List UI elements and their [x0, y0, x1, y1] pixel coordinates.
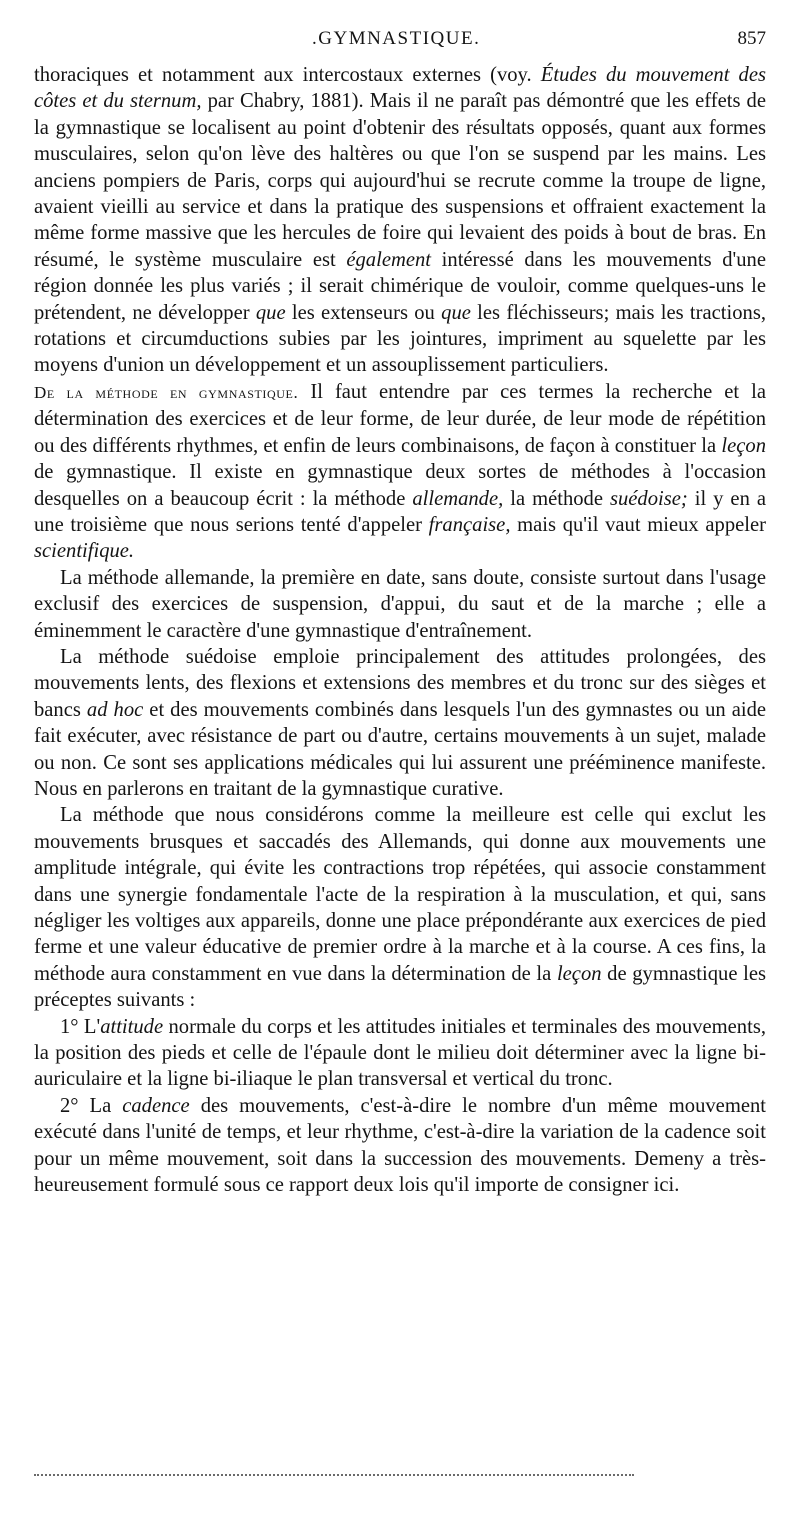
text-run: normale du corps et les attitudes initiales et terminales des mouvements, la position des pieds et celle de l'épaule dont le milieu doit déterminer avec la ligne bi-auriculaire et la ligne bi-iliaque le plan transversal et vertical du tronc.: [34, 1015, 766, 1091]
page-number: 857: [737, 28, 766, 49]
italic-run: leçon: [721, 434, 766, 457]
running-title: .GYMNASTIQUE.: [312, 28, 481, 49]
text-run: La méthode que nous considérons comme la meilleure est celle qui exclut les mouvements brusques et saccadés des Allemands, qui donne aux mouvements une amplitude intégrale, qui évite les contractions trop répétées, qui associe constamment dans une synergie fondamentale l'acte de la respiration à la musculation, et qui, sans négliger les voltiges aux appareils, donne une place prépondérante aux exercices de pied ferme et une valeur éducative de premier ordre à la marche et à la course. A ces fins, la méthode aura constamment en vue dans la détermination de la: [34, 804, 766, 985]
italic-run: leçon: [556, 962, 602, 985]
italic-run: ad hoc: [86, 698, 144, 721]
body-text: [34, 62, 766, 1198]
paragraph-4: [34, 644, 766, 802]
paragraph-1: [34, 62, 766, 379]
italic-run: cadence: [122, 1094, 190, 1117]
paragraph-2: [34, 379, 766, 565]
text-run: mais qu'il vaut mieux appeler: [510, 513, 766, 536]
text-run: il y en a une troisième que nous serions tenté d'appeler: [34, 487, 766, 536]
italic-run: attitude: [100, 1015, 164, 1038]
italic-run: également: [346, 248, 432, 271]
italic-run: allemande,: [412, 487, 504, 510]
section-heading: De la méthode en gymnastique.: [34, 382, 299, 402]
text-run: et des mouvements combinés dans lesquels l'un des gymnastes ou un aide fait exécuter, avec résistance de part ou d'autre, certains mouvements à un sujet, malade ou non. Ce sont ses applications médicales qui lui assurent une prééminence manifeste. Nous en parlerons en traitant de la gymnastique curative.: [34, 698, 767, 800]
text-run: par Chabry, 1881). Mais il ne paraît pas démontré que les effets de la gymnastique se localisent au point d'obtenir des résultats opposés, quant aux formes musculaires, selon qu'on lève des haltères ou que l'on se suspend par les mains. Les anciens pompiers de Paris, corps qui aujourd'hui se recrute comme la troupe de ligne, avaient vieilli au service et dans la pratique des suspensions et offraient exactement la même forme massive que les hercules de foire qui levaient des poids à bout de bras. En résumé, le système musculaire est: [34, 90, 766, 271]
text-run: intéressé dans les mouvements d'une région donnée les plus variés ; il serait chimérique de vouloir, comme quelques-uns le prétendent, ne développer: [34, 248, 766, 324]
page-header: [34, 28, 766, 54]
italic-run: scientifique.: [34, 540, 135, 563]
text-run: de gymnastique. Il existe en gymnastique deux sortes de méthodes à l'occasion desquelles on a beaucoup écrit : la méthode: [34, 461, 766, 510]
text-run: les fléchisseurs; mais les tractions, rotations et circumductions subies par les jointures, impriment au squelette par les moyens d'union un développement et un assouplissement particuliers.: [34, 301, 766, 377]
text-run: les extenseurs ou: [285, 301, 442, 324]
paragraph-6: [34, 1014, 766, 1093]
text-run: 1° L': [60, 1015, 101, 1038]
text-run: 2° La: [60, 1094, 123, 1117]
paragraph-3: La méthode allemande, la première en date, sans doute, consiste surtout dans l'usage exclusif des exercices de suspension, d'appui, du saut et de la marche ; elle a éminemment le caractère d'une gymnastique d'entraînement.: [34, 566, 766, 642]
italic-run: que: [255, 301, 286, 324]
italic-run: Études du mouvement des côtes et du sternum,: [34, 64, 766, 113]
italic-run: suédoise;: [609, 487, 688, 510]
paragraph-7: [34, 1093, 766, 1199]
footer-dotted-rule: [34, 1474, 634, 1476]
text-run: des mouvements, c'est-à-dire le nombre d'un même mouvement exécuté dans l'unité de temps, et leur rhythme, c'est-à-dire la variation de la cadence soit pour un même mouvement, soit dans la succession des mouvements. Demeny a très-heureusement formulé sous ce rapport deux lois qu'il importe de consigner ici.: [34, 1094, 766, 1197]
text-run: la méthode: [503, 487, 610, 510]
text-run: thoraciques et notamment aux intercostaux externes (voy.: [34, 64, 541, 86]
italic-run: française,: [428, 513, 511, 536]
paragraph-5: [34, 802, 766, 1013]
text-run: La méthode suédoise emploie principalement des attitudes prolongées, des mouvements lents, des flexions et extensions des membres et du tronc sur des sièges et bancs: [34, 645, 766, 721]
text-run: Il faut entendre par ces termes la recherche et la détermination des exercices et de leur forme, de leur durée, de leur mode de répétition ou des différents rhythmes, et enfin de leurs combinaisons, de façon à constituer la: [34, 380, 766, 457]
italic-run: que: [441, 301, 471, 324]
text-run: de gymnastique les préceptes suivants :: [34, 962, 766, 1012]
